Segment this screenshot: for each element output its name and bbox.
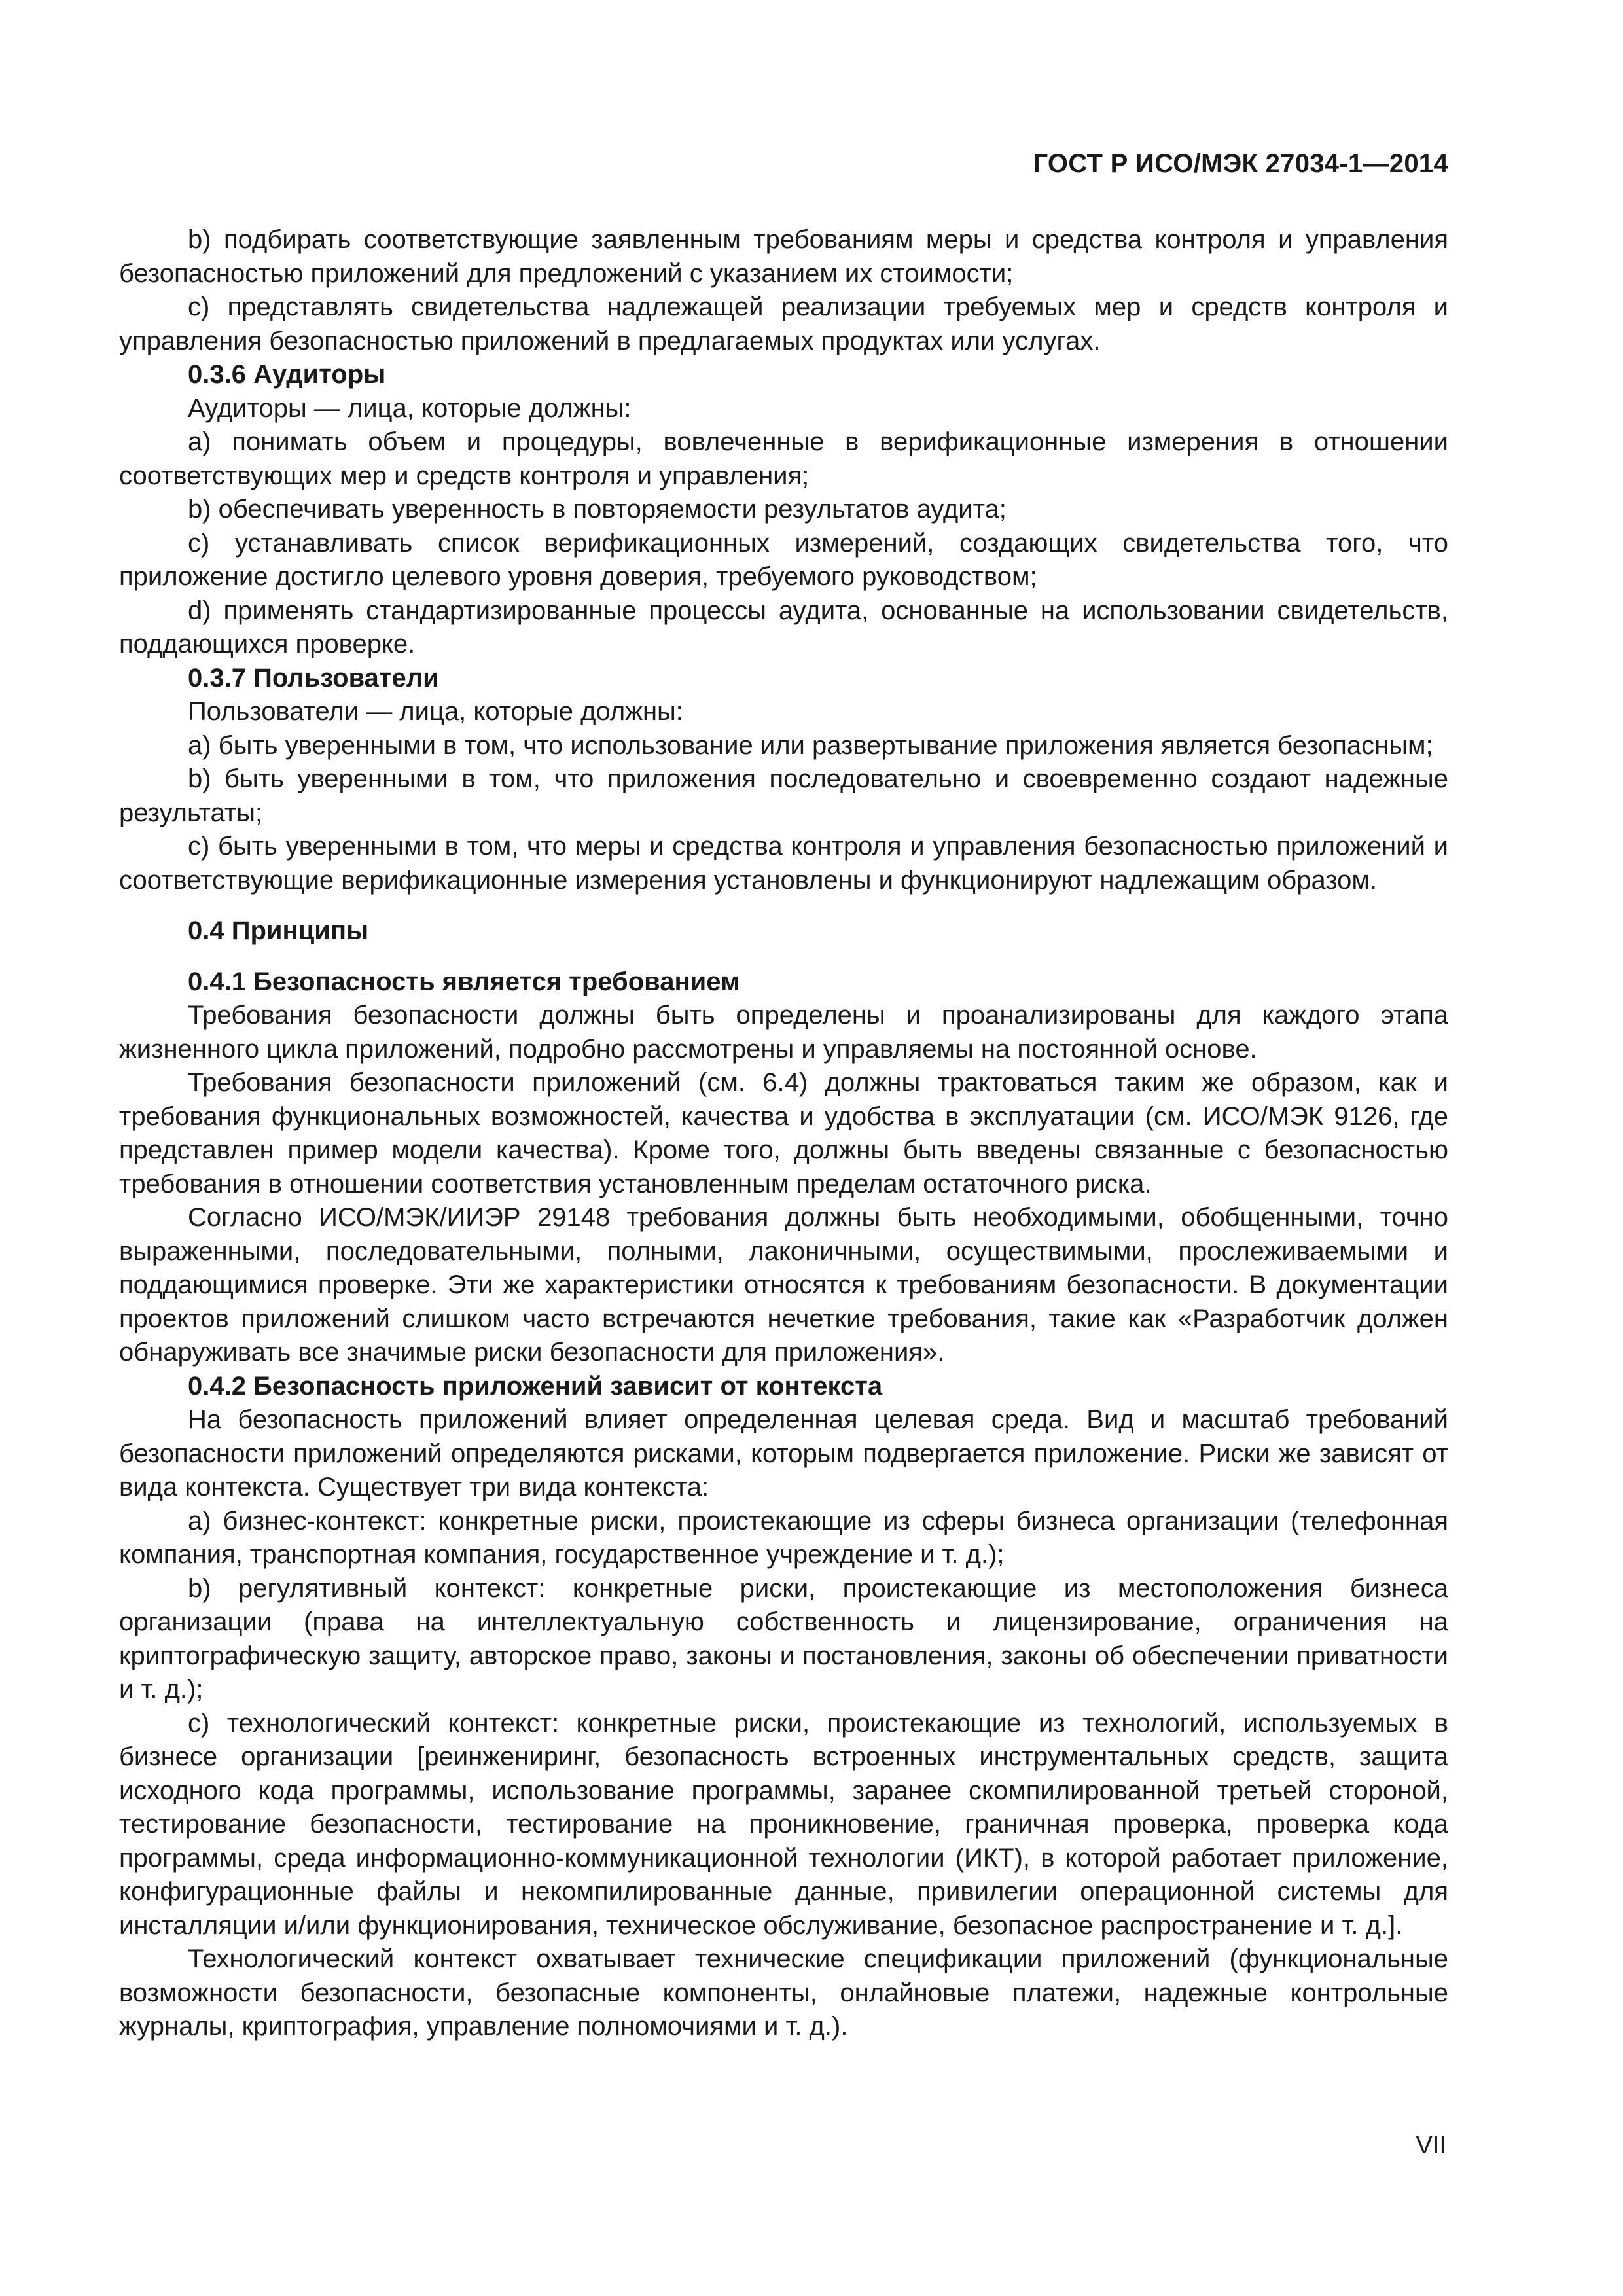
section-heading-0-3-7: 0.3.7 Пользователи [188, 663, 439, 692]
list-item: a) понимать объем и процедуры, вовлеченные в верификационные измерения в отношении соответствующих мер и средств контроля и управления; [119, 427, 1448, 490]
section-heading-0-3-6: 0.3.6 Аудиторы [188, 360, 386, 389]
paragraph: Согласно ИСО/МЭК/ИИЭР 29148 требования должны быть необходимыми, обобщенными, точно выраженными, последовательными, полными, лаконичными, осуществимыми, прослеживаемыми и поддающимися проверке. Эти же характеристики относятся к требованиям безопасности. В документации проектов приложений слишком часто встречаются нечеткие требования, такие как «Разработчик должен обнаруживать все значимые риски безопасности для приложения». [119, 1203, 1448, 1367]
paragraph: На безопасность приложений влияет определенная целевая среда. Вид и масштаб требований безопасности приложений определяются рисками, которым подвергается приложение. Риски же зависят от вида контекста. Существует три вида контекста: [119, 1405, 1448, 1501]
document-body [119, 223, 1448, 2044]
list-item: b) обеспечивать уверенность в повторяемости результатов аудита; [188, 495, 1007, 524]
list-item: a) быть уверенными в том, что использование или развертывание приложения является безопасным; [188, 730, 1433, 760]
document-id-header: ГОСТ Р ИСО/МЭК 27034-1—2014 [1033, 149, 1448, 178]
list-item: b) быть уверенными в том, что приложения последовательно и своевременно создают надежные результаты; [119, 764, 1448, 827]
page-number: VII [1416, 2132, 1446, 2159]
list-item: c) быть уверенными в том, что меры и средства контроля и управления безопасностью приложений и соответствующие верификационные измерения установлены и функционируют надлежащим образом. [119, 832, 1448, 895]
list-item: c) технологический контекст: конкретные риски, проистекающие из технологий, используемых в бизнесе организации [реинжениринг, безопасность встроенных инструментальных средств, защита исходного кода программы, использование программы, заранее скомпилированной третьей стороной, тестирование безопасности, тестирование на проникновение, граничная проверка, проверка кода программы, среда информационно-коммуникационной технологии (ИКТ), в которой работает приложение, конфигурационные файлы и некомпилированные данные, привилегии операционной системы для инсталляции и/или функционирования, техническое обслуживание, безопасное распространение и т. д.]. [119, 1708, 1448, 1940]
paragraph: Требования безопасности приложений (см. 6.4) должны трактоваться таким же образом, как и требования функциональных возможностей, качества и удобства в эксплуатации (см. ИСО/МЭК 9126, где представлен пример модели качества). Кроме того, должны быть введены связанные с безопасностью требования в отношении соответствия установленным пределам остаточного риска. [119, 1068, 1448, 1198]
paragraph: b) подбирать соответствующие заявленным требованиям меры и средства контроля и управления безопасностью приложений для предложений с указанием их стоимости; [119, 225, 1448, 288]
section-heading-0-4: 0.4 Принципы [188, 916, 369, 945]
paragraph: Требования безопасности должны быть определены и проанализированы для каждого этапа жизненного цикла приложений, подробно рассмотрены и управляемы на постоянной основе. [119, 1001, 1448, 1064]
section-heading-0-4-2: 0.4.2 Безопасность приложений зависит от контекста [188, 1371, 883, 1401]
paragraph: c) представлять свидетельства надлежащей реализации требуемых мер и средств контроля и управления безопасностью приложений в предлагаемых продуктах или услугах. [119, 293, 1448, 355]
section-heading-0-4-1: 0.4.1 Безопасность является требованием [188, 967, 740, 996]
list-item: d) применять стандартизированные процессы аудита, основанные на использовании свидетельств, поддающихся проверке. [119, 596, 1448, 658]
paragraph: Пользователи — лица, которые должны: [188, 697, 683, 726]
list-item: c) устанавливать список верификационных измерений, создающих свидетельства того, что приложение достигло целевого уровня доверия, требуемого руководством; [119, 528, 1448, 591]
list-item: a) бизнес-контекст: конкретные риски, проистекающие из сферы бизнеса организации (телефонная компания, транспортная компания, государственное учреждение и т. д.); [119, 1506, 1448, 1569]
paragraph: Технологический контекст охватывает технические спецификации приложений (функциональные возможности безопасности, безопасные компоненты, онлайновые платежи, надежные контрольные журналы, криптография, управление полномочиями и т. д.). [119, 1945, 1448, 2041]
paragraph: Аудиторы — лица, которые должны: [188, 393, 632, 423]
list-item: b) регулятивный контекст: конкретные риски, проистекающие из местоположения бизнеса организации (права на интеллектуальную собственность и лицензирование, ограничения на криптографическую защиту, авторское право, законы и постановления, законы об обеспечении приватности и т. д.); [119, 1573, 1448, 1704]
